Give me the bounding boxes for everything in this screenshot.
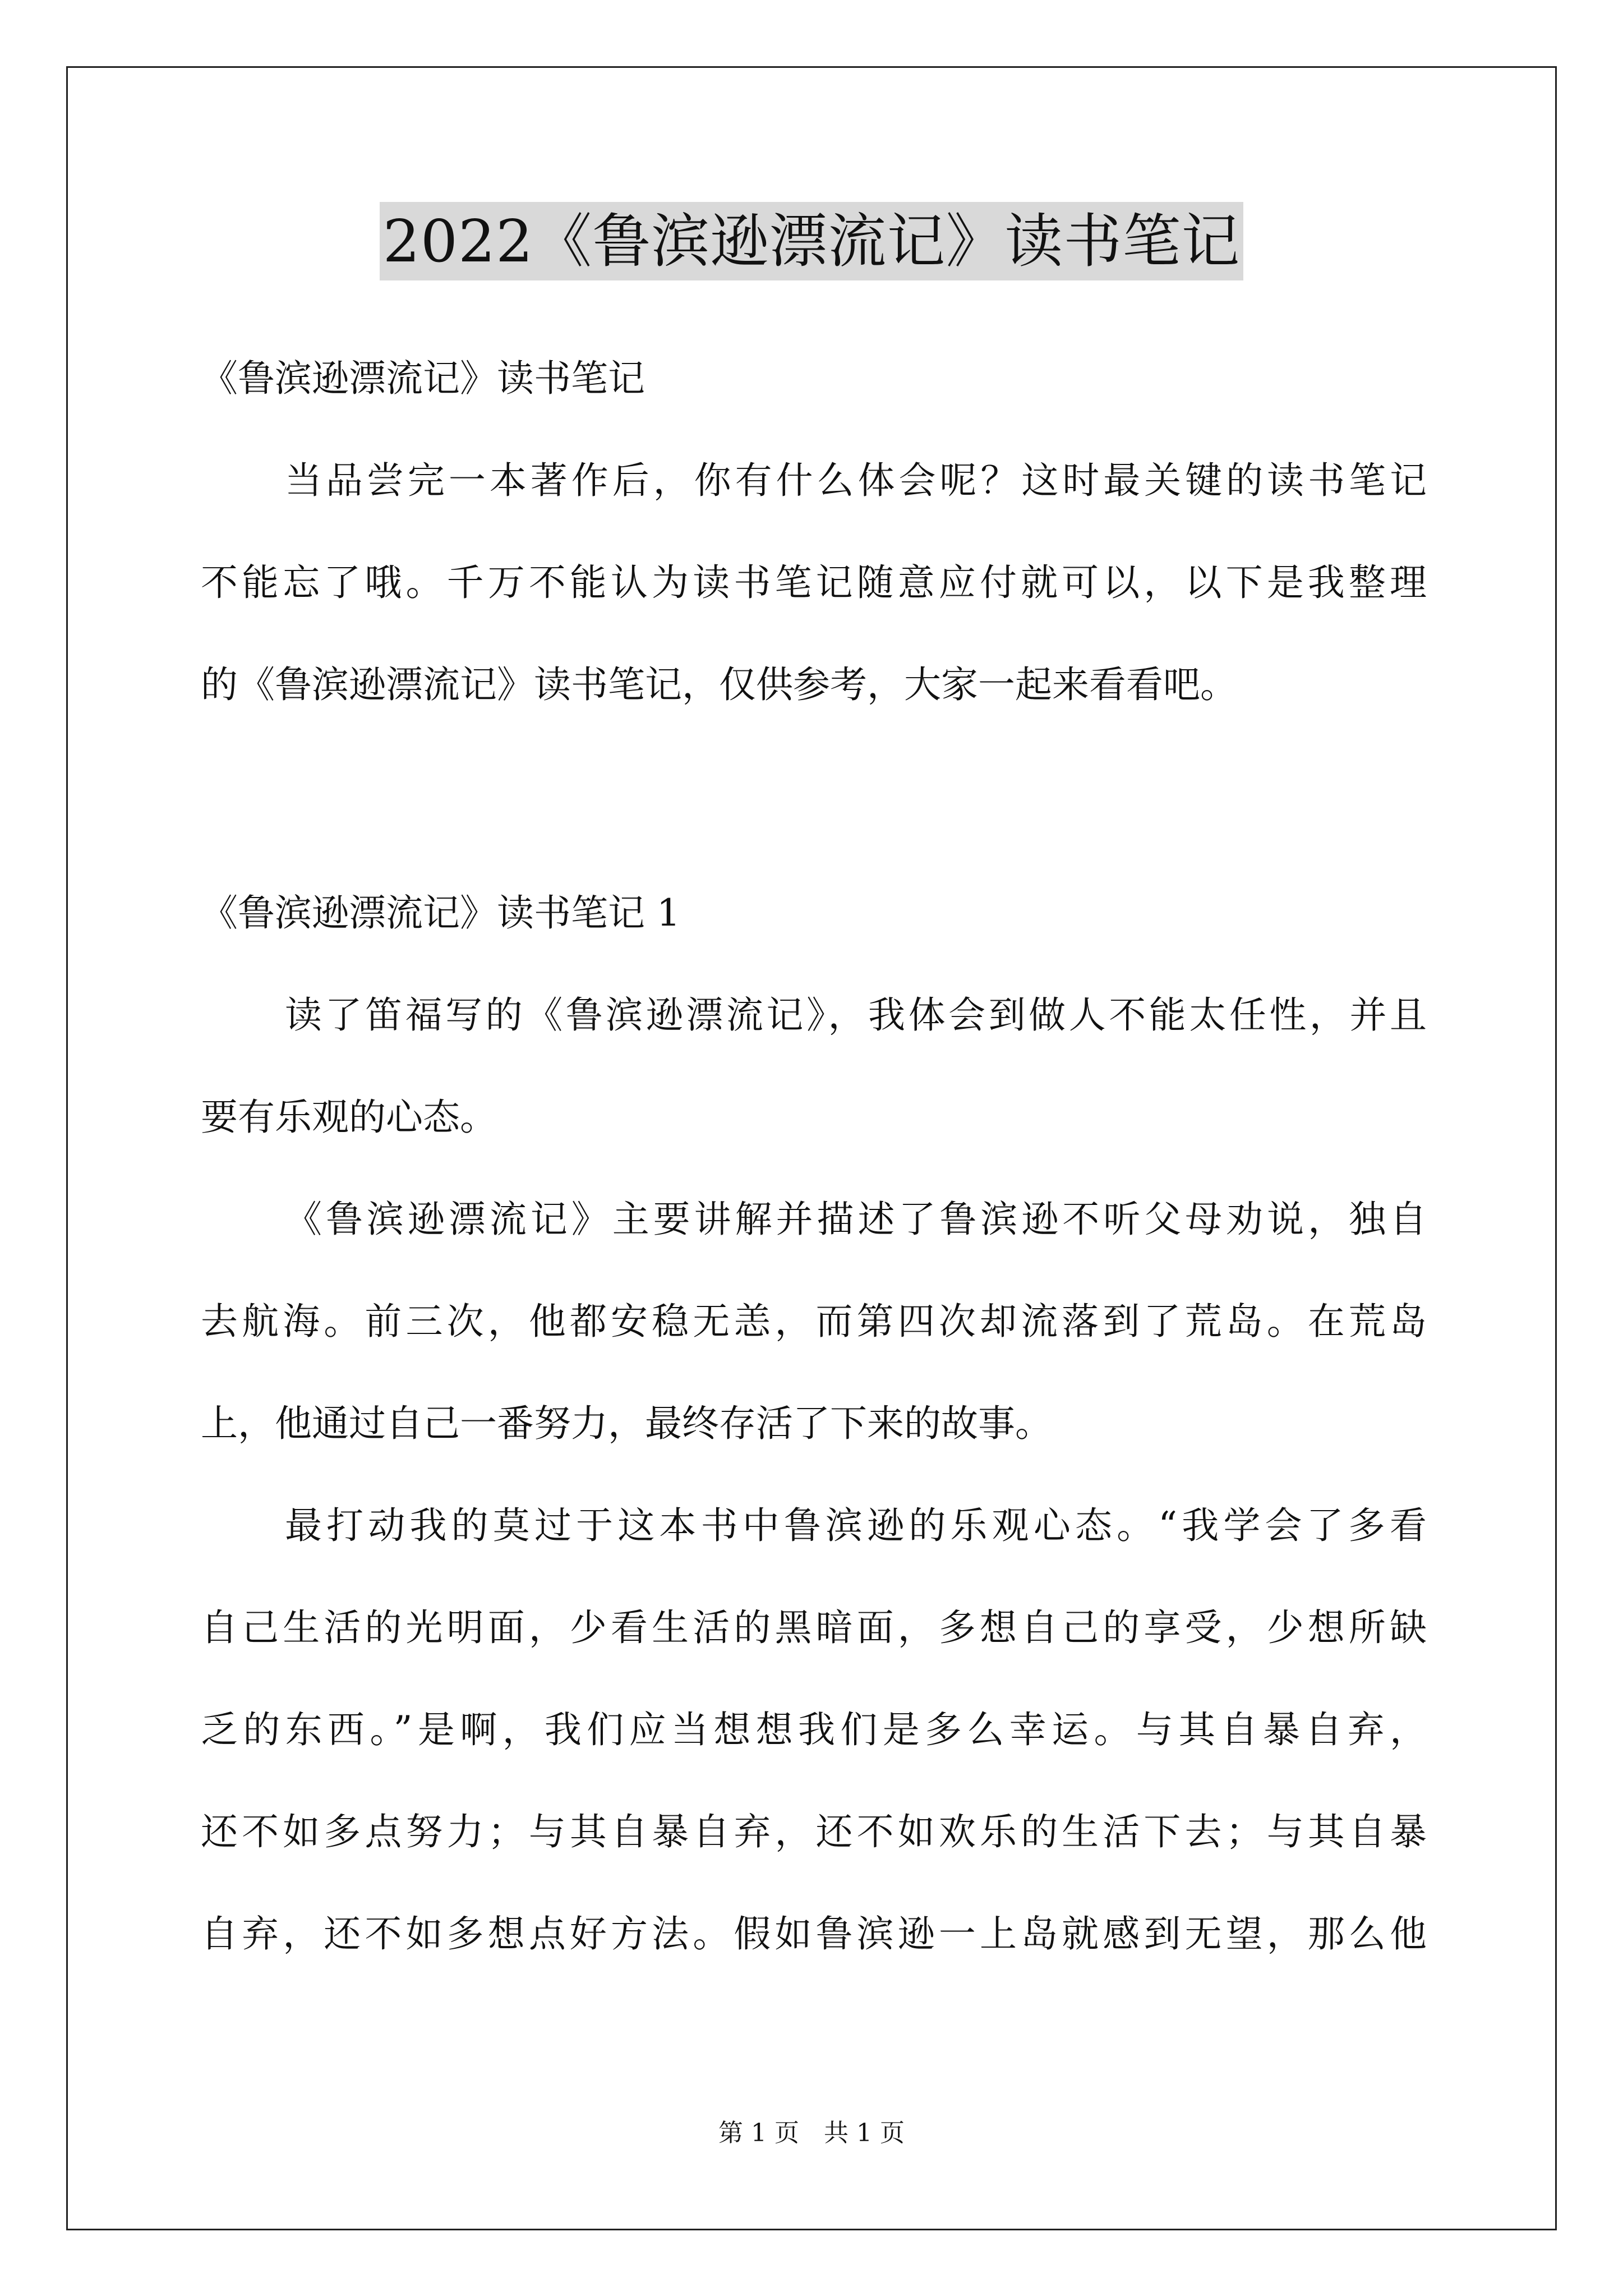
paragraph-line: 乏的东西。”是啊，我们应当想想我们是多么幸运。与其自暴自弃，: [201, 1708, 1427, 1751]
paragraph-line: 自己生活的光明面，少看生活的黑暗面，多想自己的享受，少想所缺: [201, 1606, 1427, 1649]
paragraph-line: 去航海。前三次，他都安稳无恙，而第四次却流落到了荒岛。在荒岛: [201, 1300, 1427, 1343]
subtitle: 《鲁滨逊漂流记》读书笔记: [201, 357, 645, 400]
intro-line: 当品尝完一本著作后，你有什么体会呢？这时最关键的读书笔记: [285, 459, 1427, 502]
intro-line: 不能忘了哦。千万不能认为读书笔记随意应付就可以，以下是我整理: [201, 561, 1427, 604]
intro-line: 的《鲁滨逊漂流记》读书笔记，仅供参考，大家一起来看看吧。: [201, 663, 1237, 706]
page-footer: 第 1 页 共 1 页: [718, 2119, 905, 2147]
title-container: [0, 202, 1623, 280]
paragraph-line: 最打动我的莫过于这本书中鲁滨逊的乐观心态。“我学会了多看: [285, 1504, 1427, 1547]
document-title: 2022《鲁滨逊漂流记》读书笔记: [380, 202, 1244, 280]
paragraph-line: 还不如多点努力；与其自暴自弃，还不如欢乐的生活下去；与其自暴: [201, 1810, 1427, 1853]
paragraph-line: 自弃，还不如多想点好方法。假如鲁滨逊一上岛就感到无望，那么他: [201, 1912, 1427, 1955]
paragraph-line: 要有乐观的心态。: [201, 1096, 497, 1139]
paragraph-line: 读了笛福写的《鲁滨逊漂流记》，我体会到做人不能太任性，并且: [285, 993, 1427, 1037]
paragraph-line: 上，他通过自己一番努力，最终存活了下来的故事。: [201, 1402, 1052, 1445]
section-heading: 《鲁滨逊漂流记》读书笔记 1: [201, 891, 680, 935]
paragraph-line: 《鲁滨逊漂流记》主要讲解并描述了鲁滨逊不听父母劝说，独自: [285, 1198, 1427, 1241]
